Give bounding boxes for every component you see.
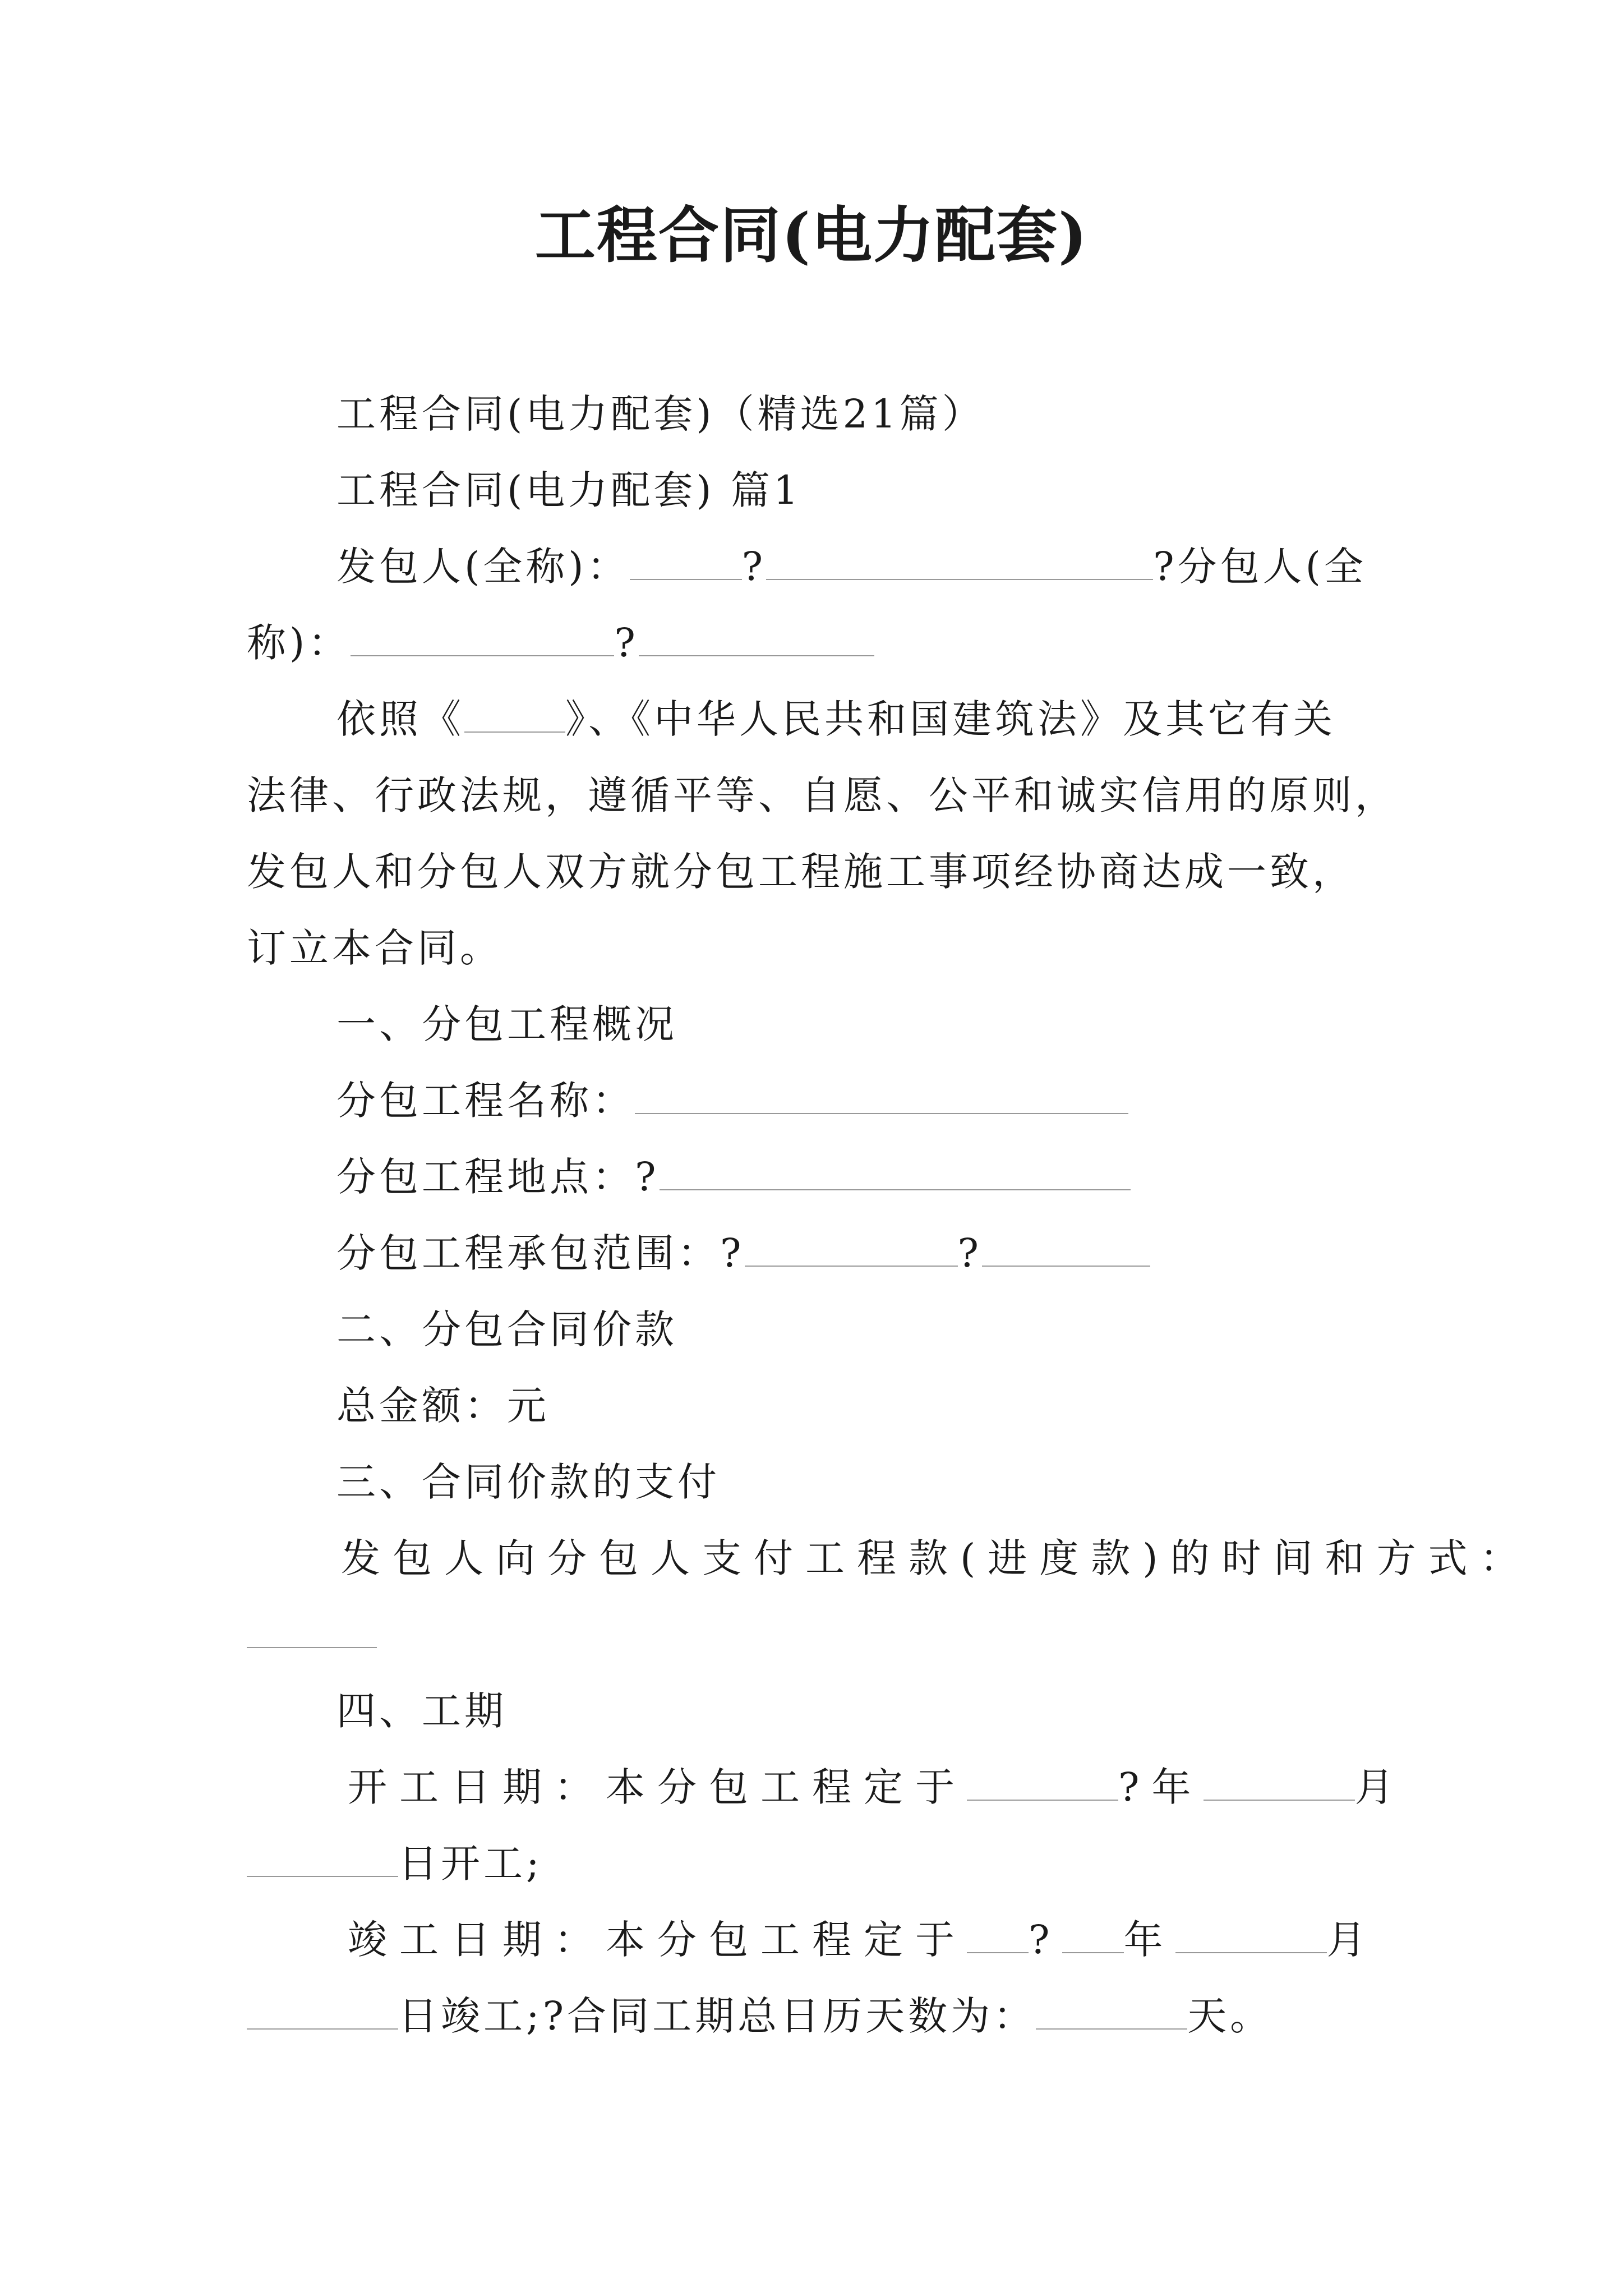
blank-field — [247, 1840, 398, 1877]
clause-4-heading — [336, 1684, 507, 1738]
completion-date-line-2 — [247, 1989, 1272, 2043]
party-line-2 — [247, 616, 874, 670]
placeholder-mark: ? — [741, 544, 767, 590]
clause-3-heading — [336, 1455, 720, 1509]
preamble-line-4 — [247, 921, 502, 975]
duration-label: 日竣工;?合同工期总日历天数为： — [398, 1993, 1036, 2039]
month-label: 月 — [1326, 1917, 1378, 1963]
preamble-text: 发包人和分包人双方就分包工程施工事项经协商达成一致， — [247, 849, 1355, 895]
blank-field — [635, 1077, 1128, 1114]
clause-2-heading — [336, 1303, 677, 1356]
completion-date-line — [348, 1913, 1378, 1967]
blank-field — [1204, 1764, 1355, 1801]
project-scope-line — [336, 1226, 1150, 1280]
blank-field — [351, 619, 614, 656]
clause-heading-text: 四、工期 — [336, 1688, 507, 1734]
start-day-label: 日开工; — [398, 1841, 543, 1887]
party-line-1 — [336, 540, 1367, 593]
total-amount-text: 总金额：元 — [336, 1383, 550, 1429]
subtitle-line — [336, 387, 985, 441]
blank-field — [660, 1153, 1131, 1190]
project-name-label: 分包工程名称： — [336, 1078, 635, 1124]
blank-field — [967, 1916, 1029, 1953]
blank-field — [639, 619, 874, 656]
blank-field — [630, 543, 742, 580]
payment-text: 发包人向分包人支付工程款(进度款)的时间和方式： — [341, 1535, 1532, 1581]
subcontractor-label: ?分包人(全 — [1153, 544, 1367, 590]
placeholder-mark: ? — [614, 620, 639, 666]
blank-field — [1036, 1993, 1187, 2030]
section-heading-line — [336, 463, 801, 517]
blank-field — [745, 1230, 958, 1267]
preamble-text: 依照《 — [336, 696, 464, 742]
subcontractor-label-cont: 称)： — [247, 620, 351, 666]
preamble-line-3 — [247, 845, 1355, 899]
placeholder-mark: ? — [957, 1230, 983, 1276]
blank-field — [1175, 1916, 1327, 1953]
start-date-label: 开工日期：本分包工程定于 — [348, 1764, 967, 1810]
preamble-text: 订立本合同。 — [247, 925, 502, 971]
clause-1-heading — [336, 997, 677, 1051]
preamble-line-1 — [336, 692, 1336, 746]
project-location-label: 分包工程地点：? — [336, 1154, 660, 1200]
project-scope-label: 分包工程承包范围：? — [336, 1230, 745, 1276]
start-date-line-2 — [247, 1837, 543, 1890]
total-amount-line — [336, 1379, 550, 1433]
start-date-line — [348, 1760, 1407, 1814]
clause-heading-text: 二、分包合同价款 — [336, 1306, 677, 1352]
placeholder-mark: ? — [1029, 1917, 1062, 1963]
year-label: 年 — [1123, 1917, 1175, 1963]
preamble-line-2 — [247, 769, 1398, 822]
month-label: 月 — [1354, 1764, 1407, 1810]
section-heading-text: 工程合同(电力配套) 篇1 — [336, 467, 802, 513]
blank-field — [1062, 1916, 1124, 1953]
project-location-line — [336, 1150, 1131, 1204]
blank-field — [982, 1230, 1150, 1267]
employer-label: 发包人(全称)： — [336, 544, 630, 590]
subtitle-text: 工程合同(电力配套)（精选21篇） — [336, 391, 985, 437]
clause-heading-text: 一、分包工程概况 — [336, 1001, 677, 1047]
payment-line — [341, 1531, 1532, 1585]
blank-field — [464, 696, 565, 733]
blank-field — [247, 1993, 398, 2030]
completion-date-label: 竣工日期：本分包工程定于 — [348, 1917, 967, 1963]
blank-field — [967, 1764, 1118, 1801]
clause-heading-text: 三、合同价款的支付 — [336, 1459, 720, 1505]
project-name-line — [336, 1074, 1128, 1128]
preamble-text: 》、《中华人民共和国建筑法》及其它有关 — [565, 696, 1336, 742]
blank-field — [247, 1611, 377, 1648]
document-title: 工程合同(电力配套) — [534, 200, 1089, 271]
preamble-text: 法律、行政法规，遵循平等、自愿、公平和诚实信用的原则， — [247, 772, 1398, 818]
blank-field — [766, 543, 1153, 580]
days-label: 天。 — [1187, 1993, 1273, 2039]
payment-blank-line — [247, 1608, 377, 1662]
year-label: ?年 — [1118, 1764, 1204, 1810]
